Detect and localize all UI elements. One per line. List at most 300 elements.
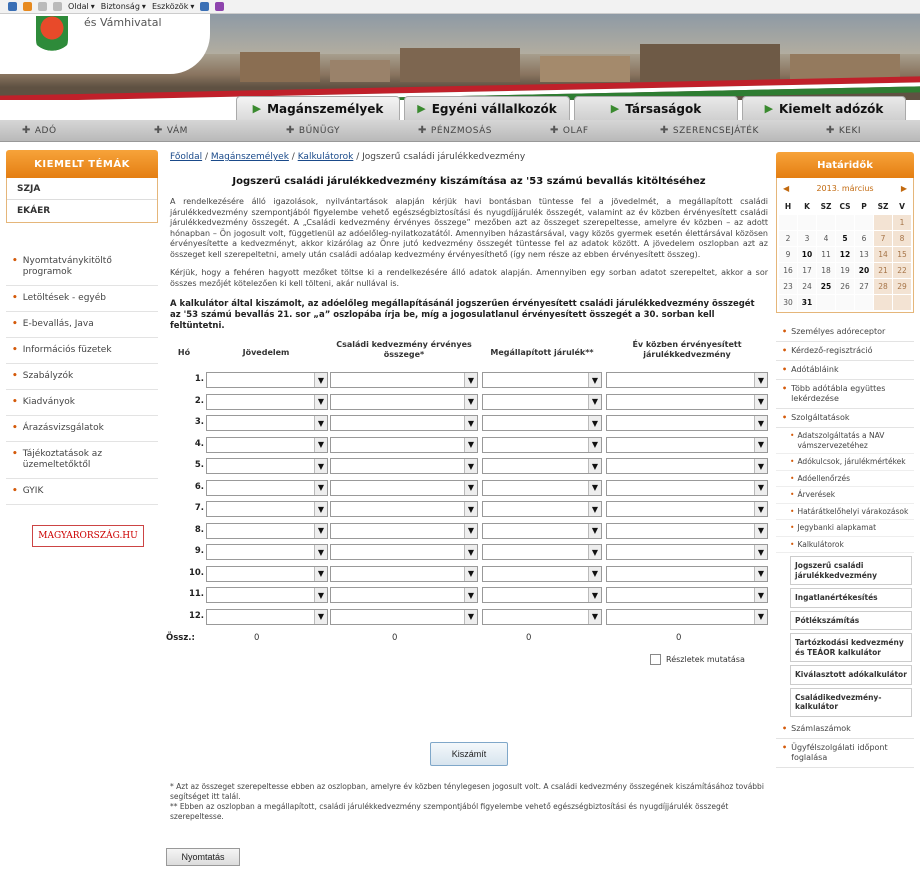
right-subnav-link[interactable]: • Jegybanki alapkamat — [776, 520, 914, 537]
sum-label: Össz.: — [166, 633, 195, 643]
chevron-down-icon[interactable]: ▼ — [314, 438, 327, 452]
arrow-icon: ✚ — [154, 125, 163, 136]
chevron-down-icon[interactable]: ▼ — [464, 373, 477, 387]
bullet-icon: • — [12, 397, 18, 407]
table-row — [170, 456, 768, 478]
calendar-day[interactable]: 6 — [855, 231, 873, 246]
calendar-day — [855, 295, 873, 310]
calendar-day[interactable]: 26 — [836, 279, 854, 294]
chevron-down-icon[interactable]: ▼ — [464, 459, 477, 473]
calculator-link[interactable]: Pótlékszámítás — [790, 611, 912, 631]
breadcrumb-link[interactable]: Magánszemélyek — [210, 152, 289, 162]
calendar-grid — [779, 199, 911, 310]
logo-text: és Vámhivatal — [84, 16, 162, 29]
calendar-day — [874, 295, 892, 310]
sum-contribution: 0 — [526, 633, 532, 643]
subnav-keki[interactable]: ✚ KEKI — [826, 125, 862, 136]
chevron-down-icon[interactable]: ▼ — [588, 373, 601, 387]
chevron-down-icon[interactable]: ▼ — [464, 588, 477, 602]
calendar-day — [836, 215, 854, 230]
toolbar-security-menu[interactable]: Biztonság ▾ — [100, 2, 146, 11]
calendar-day[interactable]: 7 — [874, 231, 892, 246]
calendar-day — [836, 295, 854, 310]
breadcrumb-current: Jogszerű családi járulékkedvezmény — [362, 152, 526, 162]
calendar-day — [893, 295, 911, 310]
chevron-down-icon[interactable]: ▼ — [754, 438, 767, 452]
calendar-month: 2013. március — [816, 184, 874, 193]
table-row — [170, 478, 768, 500]
chevron-down-icon[interactable]: ▼ — [754, 502, 767, 516]
contribution-select[interactable] — [482, 501, 602, 517]
sidebar-link[interactable]: • Letöltések - egyéb — [6, 286, 158, 312]
applied-allowance-select[interactable] — [606, 372, 768, 388]
table-rows — [170, 370, 768, 628]
footnote-1: * Azt az összeget szerepeltesse ebben az oszlopban, amelyre év közben ténylegesen jogosult volt. A családi kedvezmény összegének kiszámításához további segítséget itt talál. — [170, 782, 764, 801]
right-nav-link[interactable]: • Adótábláink — [776, 361, 914, 380]
calculator-link[interactable]: Ingatlanértékesítés — [790, 588, 912, 608]
contribution-select[interactable] — [482, 394, 602, 410]
subnav-olaf[interactable]: ✚ OLAF — [550, 125, 589, 136]
chevron-down-icon[interactable]: ▼ — [314, 416, 327, 430]
calendar-day[interactable]: 17 — [798, 263, 816, 278]
chevron-down-icon[interactable]: ▼ — [588, 481, 601, 495]
nav-logo-icon — [36, 16, 68, 56]
left-sidebar — [6, 150, 158, 547]
applied-allowance-select[interactable] — [606, 587, 768, 603]
right-nav-link[interactable]: • Több adótábla együttes lekérdezése — [776, 380, 914, 409]
arrow-icon: ✚ — [550, 125, 559, 136]
contribution-select[interactable] — [482, 415, 602, 431]
subnav-ado[interactable]: ✚ ADÓ — [22, 125, 57, 136]
contribution-select[interactable] — [482, 480, 602, 496]
bullet-icon: • — [782, 413, 788, 422]
bullet-icon: • — [782, 365, 788, 374]
bullet-icon: • — [12, 293, 18, 303]
footnotes — [170, 782, 768, 822]
chevron-down-icon[interactable]: ▼ — [588, 502, 601, 516]
bullet-icon: • — [12, 345, 18, 355]
highlight-text: A kalkulátor által kiszámolt, az adóelőleg megállapításánál jogszerűen érvényesített családi járulékkedvezmény összegét az '53 számú bevallás 21. sor „a” oszlopába írja be, míg a jogosulatlanul érvényesített összegét a 30. sorban kell feltüntetni. — [170, 299, 755, 331]
header-banner — [0, 14, 920, 100]
contribution-select[interactable] — [482, 523, 602, 539]
calendar-day — [855, 215, 873, 230]
next-month-icon[interactable]: ▶ — [900, 184, 907, 193]
applied-allowance-select[interactable] — [606, 480, 768, 496]
chevron-down-icon[interactable]: ▼ — [314, 395, 327, 409]
contribution-select[interactable] — [482, 458, 602, 474]
col-header-month: Hó — [177, 348, 191, 357]
calendar-day[interactable]: 3 — [798, 231, 816, 246]
audience-tabs — [0, 96, 920, 120]
calendar-day[interactable]: 8 — [893, 231, 911, 246]
right-subnav-link[interactable]: • Adóellenőrzés — [776, 471, 914, 488]
footnote-2: ** Ebben az oszlopban a megállapított, családi járulékkedvezmény szempontjából figyelembe vehető egészségbiztosítási és nyugdíjjárulék összegét szerepeltesse. — [170, 802, 729, 821]
tab-egyeni-vallalkozok[interactable]: ▶ Egyéni vállalkozók — [404, 96, 570, 120]
applied-allowance-select[interactable] — [606, 437, 768, 453]
chevron-down-icon[interactable]: ▼ — [588, 524, 601, 538]
contribution-select[interactable] — [482, 587, 602, 603]
income-select[interactable] — [206, 566, 328, 582]
calendar-day[interactable]: 31 — [798, 295, 816, 310]
bullet-icon: • — [782, 723, 788, 733]
logo-area[interactable] — [0, 14, 210, 74]
right-subnav-link[interactable]: • Kalkulátorok — [776, 537, 914, 554]
calculator-link[interactable]: Jogszerű családi járulékkedvezmény — [790, 556, 912, 585]
table-row — [170, 413, 768, 435]
chevron-down-icon[interactable]: ▼ — [754, 416, 767, 430]
calendar — [776, 178, 914, 313]
arrow-icon: ✚ — [660, 125, 669, 136]
bullet-icon: • — [12, 371, 18, 381]
income-select[interactable] — [206, 458, 328, 474]
calendar-day[interactable]: 13 — [855, 247, 873, 262]
income-select[interactable] — [206, 523, 328, 539]
table-row — [170, 392, 768, 414]
chevron-down-icon[interactable]: ▼ — [464, 610, 477, 624]
bullet-icon: • — [12, 486, 18, 496]
breadcrumb: Főoldal / Magánszemélyek / Kalkulátorok / Jogszerű családi járulékkedvezmény — [170, 152, 526, 162]
calendar-day[interactable]: 10 — [798, 247, 816, 262]
month-number: 9. — [194, 546, 204, 556]
subnav-bunugy[interactable]: ✚ BŰNÜGY — [286, 125, 340, 136]
chevron-down-icon[interactable]: ▼ — [588, 588, 601, 602]
sidebar-link[interactable]: • E-bevallás, Java — [6, 312, 158, 338]
income-select[interactable] — [206, 372, 328, 388]
breadcrumb-link[interactable]: Főoldal — [170, 152, 203, 162]
calendar-day — [798, 215, 816, 230]
month-number: 5. — [194, 460, 204, 470]
bullet-icon: • — [790, 457, 795, 466]
right-subnav-link[interactable]: • Árverések — [776, 487, 914, 504]
col-header-family-allowance: Családi kedvezmény érvényes összege* — [336, 340, 472, 359]
sidebar-link[interactable]: • Szabályzók — [6, 364, 158, 390]
magyarorszag-hu-banner[interactable]: MAGYARORSZÁG.HU — [32, 525, 144, 547]
sidebar-link[interactable]: • Árazásvizsgálatok — [6, 416, 158, 442]
arrow-icon: ✚ — [826, 125, 835, 136]
calendar-day[interactable]: 28 — [874, 279, 892, 294]
calculate-button[interactable]: Kiszámít — [430, 742, 508, 766]
applied-allowance-select[interactable] — [606, 609, 768, 625]
help-icon[interactable] — [200, 2, 209, 11]
calendar-weekday: P — [855, 199, 873, 214]
table-row — [170, 542, 768, 564]
main-content — [166, 152, 768, 862]
bullet-icon: • — [790, 473, 795, 483]
family-allowance-select[interactable] — [330, 609, 478, 625]
table-row — [170, 585, 768, 607]
chevron-down-icon[interactable]: ▼ — [588, 567, 601, 581]
chevron-down-icon[interactable]: ▼ — [754, 373, 767, 387]
details-checkbox-label: Részletek mutatása — [666, 655, 745, 664]
bullet-icon: • — [790, 506, 795, 516]
chevron-down-icon[interactable]: ▼ — [754, 459, 767, 473]
chevron-down-icon[interactable]: ▼ — [314, 502, 327, 516]
calendar-day[interactable]: 12 — [836, 247, 854, 262]
calendar-day[interactable]: 4 — [817, 231, 835, 246]
chevron-down-icon[interactable]: ▼ — [464, 502, 477, 516]
month-number: 2. — [194, 395, 204, 406]
chevron-down-icon[interactable]: ▼ — [314, 373, 327, 387]
subnav-vam[interactable]: ✚ VÁM — [154, 125, 188, 136]
calendar-day[interactable]: 16 — [779, 263, 797, 278]
calendar-weekday: CS — [836, 199, 854, 214]
print-icon[interactable] — [53, 2, 62, 11]
applied-allowance-select[interactable] — [606, 394, 768, 410]
chevron-down-icon[interactable]: ▼ — [588, 395, 601, 409]
intro-text: A rendelkezésére álló igazolások, nyilvántartások alapján kérjük havi bontásban tüntesse fel a jövedelmét, a megállapított családi járulékkedvezmény szempontjából figyelembe vehető egészségbiztosítási és nyugdíjjárulék összegét, valamint az év közben érvényesített családi járulékkedvezmény összegét. A „Családi kedvezmény érvényes összege” mezőben azt az összeget szerepeltesse, amelyre év közben – az adott hónapban – Ön jogosult volt, függetlenül az adóelőleg-nyilatkozatától. Amennyiben házastársával, vagy közös gyermek esetén élettársával közösen érvényesítette a kedvezményt, akkor kizárólag az Önre jutó kedvezmény összegét tüntesse fel az adatok között. A jövedelem oszlopban azt az összeget kell szerepeltetni, amely után családi adóalap kedvezmény érvényesíthető (így nem része az ebben érvényesített összeg). — [170, 197, 768, 259]
month-number: 4. — [194, 438, 204, 449]
calculator-link[interactable]: Tartózkodási kedvezmény és TEÁOR kalkulátor — [790, 633, 912, 662]
month-number: 10. — [188, 567, 204, 578]
details-checkbox[interactable] — [650, 654, 661, 665]
sidebar-link[interactable]: • GYIK — [6, 479, 158, 505]
table-row — [170, 499, 768, 521]
chevron-down-icon[interactable]: ▼ — [314, 567, 327, 581]
toolbar-page-menu[interactable]: Oldal ▾ — [68, 2, 95, 11]
chevron-down-icon[interactable]: ▼ — [588, 459, 601, 473]
calendar-day[interactable]: 15 — [893, 247, 911, 262]
prev-month-icon[interactable]: ◀ — [783, 184, 790, 193]
right-nav-link[interactable]: • Számlaszámok — [776, 720, 914, 739]
arrow-icon: ✚ — [22, 125, 31, 136]
applied-allowance-select[interactable] — [606, 523, 768, 539]
toolbar-tools-menu[interactable]: Eszközök ▾ — [151, 2, 195, 11]
calculator-form — [166, 340, 768, 672]
right-subnav-link[interactable]: • Határátkelőhelyi várakozások — [776, 504, 914, 521]
arrow-icon: ✚ — [286, 125, 295, 136]
family-allowance-select[interactable] — [330, 501, 478, 517]
calendar-day[interactable]: 27 — [855, 279, 873, 294]
table-row — [170, 564, 768, 586]
calendar-day[interactable]: 25 — [817, 279, 835, 294]
calendar-weekday: SZ — [817, 199, 835, 214]
table-row — [170, 370, 768, 392]
calculator-link[interactable]: Kiválasztott adókalkulátor — [790, 665, 912, 685]
sidebar-link[interactable]: • Kiadványok — [6, 390, 158, 416]
calendar-day[interactable]: 5 — [836, 231, 854, 246]
chevron-down-icon[interactable]: ▼ — [588, 438, 601, 452]
contribution-select[interactable] — [482, 544, 602, 560]
income-select[interactable] — [206, 437, 328, 453]
family-allowance-select[interactable] — [330, 480, 478, 496]
bullet-icon: • — [790, 490, 795, 499]
right-links — [776, 323, 914, 768]
page-title: Jogszerű családi járulékkedvezmény kiszámítása az '53 számú bevallás kitöltéséhez — [232, 176, 706, 187]
month-number: 11. — [188, 589, 204, 599]
contribution-select[interactable] — [482, 609, 602, 625]
applied-allowance-select[interactable] — [606, 566, 768, 582]
print-button[interactable]: Nyomtatás — [166, 848, 240, 866]
calendar-day[interactable]: 19 — [836, 263, 854, 278]
family-allowance-select[interactable] — [330, 566, 478, 582]
chevron-down-icon[interactable]: ▼ — [464, 567, 477, 581]
calendar-nav — [779, 182, 911, 195]
calendar-day[interactable]: 21 — [874, 263, 892, 278]
home-icon[interactable] — [8, 2, 17, 11]
chevron-down-icon[interactable]: ▼ — [464, 416, 477, 430]
chevron-down-icon[interactable]: ▼ — [314, 610, 327, 624]
chevron-down-icon[interactable]: ▼ — [588, 416, 601, 430]
subnav-penzmosas[interactable]: ✚ PÉNZMOSÁS — [418, 125, 493, 136]
arrow-right-icon: ▶ — [764, 102, 774, 115]
sidebar-link[interactable]: • Nyomtatványkitöltő programok — [6, 249, 158, 286]
right-subnav-link[interactable]: • Adatszolgáltatás a NAV vámszervezetéhez — [776, 428, 914, 454]
tab-maganszemelyek[interactable]: ▶ Magánszemélyek — [236, 96, 400, 120]
family-allowance-select[interactable] — [330, 544, 478, 560]
sidebar-link[interactable]: • Információs füzetek — [6, 338, 158, 364]
applied-allowance-select[interactable] — [606, 415, 768, 431]
family-allowance-select[interactable] — [330, 587, 478, 603]
bullet-icon: • — [12, 423, 18, 433]
month-number: 12. — [188, 610, 204, 621]
income-select[interactable] — [206, 415, 328, 431]
arrow-right-icon: ▶ — [417, 102, 426, 115]
income-select[interactable] — [206, 394, 328, 410]
mail-icon[interactable] — [38, 2, 47, 11]
sidebar-link[interactable]: • Tájékoztatások az üzemeltetőktől — [6, 442, 158, 479]
chevron-down-icon[interactable]: ▼ — [464, 438, 477, 452]
sidebar-item-ekaer[interactable]: EKÁER — [17, 206, 51, 216]
breadcrumb-link[interactable]: Kalkulátorok — [297, 152, 354, 162]
chevron-down-icon[interactable]: ▼ — [754, 481, 767, 495]
bullet-icon: • — [782, 327, 788, 336]
calendar-day — [817, 295, 835, 310]
contribution-select[interactable] — [482, 437, 602, 453]
month-number: 6. — [194, 481, 204, 492]
hataridok-header: Határidők — [776, 152, 914, 178]
applied-allowance-select[interactable] — [606, 501, 768, 517]
income-select[interactable] — [206, 501, 328, 517]
family-allowance-select[interactable] — [330, 437, 478, 453]
calendar-day[interactable]: 29 — [893, 279, 911, 294]
chevron-down-icon[interactable]: ▼ — [754, 524, 767, 538]
chevron-down-icon[interactable]: ▼ — [754, 610, 767, 624]
calendar-day[interactable]: 23 — [779, 279, 797, 294]
details-row — [170, 650, 768, 672]
chevron-down-icon[interactable]: ▼ — [314, 459, 327, 473]
income-select[interactable] — [206, 609, 328, 625]
calendar-day[interactable]: 2 — [779, 231, 797, 246]
right-sidebar — [776, 152, 914, 768]
family-allowance-select[interactable] — [330, 523, 478, 539]
chevron-down-icon[interactable]: ▼ — [464, 481, 477, 495]
bullet-icon: • — [790, 539, 795, 549]
month-number: 3. — [194, 417, 204, 427]
bullet-icon: • — [782, 742, 788, 752]
applied-allowance-select[interactable] — [606, 544, 768, 560]
chevron-down-icon[interactable]: ▼ — [754, 395, 767, 409]
instruction-text: Kérjük, hogy a fehéren hagyott mezőket töltse ki a rendelkezésére álló adatok alapján. Amennyiben egy sorban adatot szerepeltet, akkor a sor összes mezőjét kötelezően ki kell tölteni, akár nullával is. — [170, 268, 768, 288]
kiemelt-temak-header: KIEMELT TÉMÁK — [6, 150, 158, 178]
col-header-contribution: Megállapított járulék** — [490, 348, 594, 357]
bullet-icon: • — [12, 449, 18, 459]
applied-allowance-select[interactable] — [606, 458, 768, 474]
calendar-day[interactable]: 24 — [798, 279, 816, 294]
chevron-down-icon[interactable]: ▼ — [588, 545, 601, 559]
bullet-icon: • — [790, 523, 795, 532]
family-allowance-select[interactable] — [330, 415, 478, 431]
calendar-weekday: SZ — [874, 199, 892, 214]
sum-income: 0 — [254, 633, 260, 643]
calendar-day[interactable]: 9 — [779, 247, 797, 262]
right-nav-link[interactable]: • Személyes adóreceptor — [776, 323, 914, 342]
calendar-day — [779, 215, 797, 230]
contribution-select[interactable] — [482, 566, 602, 582]
chevron-down-icon[interactable]: ▼ — [754, 545, 767, 559]
calendar-day[interactable]: 18 — [817, 263, 835, 278]
tab-tarsasagok[interactable]: ▶ Társaságok — [574, 96, 738, 120]
col-header-applied-allowance: Év közben érvényesített járulékkedvezmény — [632, 340, 742, 359]
contribution-select[interactable] — [482, 372, 602, 388]
table-header — [170, 340, 768, 370]
chevron-down-icon[interactable]: ▼ — [754, 588, 767, 602]
sidebar-item-szja[interactable]: SZJA — [7, 178, 157, 200]
kiemelt-temak-box — [6, 178, 158, 223]
calendar-day[interactable]: 1 — [893, 215, 911, 230]
month-number: 7. — [194, 503, 204, 513]
chevron-down-icon[interactable]: ▼ — [754, 567, 767, 581]
calendar-weekday: V — [893, 199, 911, 214]
month-number: 1. — [194, 374, 204, 384]
chevron-down-icon[interactable]: ▼ — [314, 588, 327, 602]
table-row — [170, 607, 768, 629]
arrow-right-icon: ▶ — [610, 102, 620, 115]
right-nav-link[interactable]: • Szolgáltatások — [776, 409, 914, 428]
sum-row — [166, 630, 768, 650]
family-allowance-select[interactable] — [330, 372, 478, 388]
income-select[interactable] — [206, 480, 328, 496]
bullet-icon: • — [782, 346, 788, 355]
tab-kiemelt-adozok[interactable]: ▶ Kiemelt adózók — [742, 96, 906, 120]
browser-toolbar — [0, 0, 920, 14]
calendar-day[interactable]: 20 — [855, 263, 873, 278]
calendar-day[interactable]: 22 — [893, 263, 911, 278]
sum-family-allowance: 0 — [392, 633, 398, 643]
right-nav-link[interactable]: • Kérdező-regisztráció — [776, 342, 914, 361]
calculator-link[interactable]: Családikedvezmény-kalkulátor — [790, 688, 912, 717]
income-select[interactable] — [206, 587, 328, 603]
calendar-day — [817, 215, 835, 230]
family-allowance-select[interactable] — [330, 394, 478, 410]
chevron-down-icon[interactable]: ▼ — [464, 524, 477, 538]
calendar-day — [874, 215, 892, 230]
sum-applied-allowance: 0 — [676, 633, 682, 643]
bullet-icon: • — [12, 256, 18, 266]
chevron-down-icon[interactable]: ▼ — [464, 545, 477, 559]
addon-icon[interactable] — [215, 2, 224, 11]
calendar-weekday: K — [798, 199, 816, 214]
chevron-down-icon[interactable]: ▼ — [588, 610, 601, 624]
table-row — [170, 521, 768, 543]
right-nav-link[interactable]: • Ügyfélszolgálati időpont foglalása — [776, 739, 914, 768]
bullet-icon: • — [12, 319, 18, 329]
subnav-szerencsejatek[interactable]: ✚ SZERENCSEJÁTÉK — [660, 125, 759, 136]
calendar-day[interactable]: 11 — [817, 247, 835, 262]
calendar-day[interactable]: 30 — [779, 295, 797, 310]
family-allowance-select[interactable] — [330, 458, 478, 474]
chevron-down-icon[interactable]: ▼ — [314, 545, 327, 559]
month-number: 8. — [194, 524, 204, 535]
income-select[interactable] — [206, 544, 328, 560]
calendar-day[interactable]: 14 — [874, 247, 892, 262]
chevron-down-icon[interactable]: ▼ — [314, 524, 327, 538]
chevron-down-icon[interactable]: ▼ — [464, 395, 477, 409]
col-header-income: Jövedelem — [242, 348, 290, 357]
chevron-down-icon[interactable]: ▼ — [314, 481, 327, 495]
table-row — [170, 435, 768, 457]
right-subnav-link[interactable]: • Adókulcsok, járulékmértékek — [776, 454, 914, 471]
rss-icon[interactable] — [23, 2, 32, 11]
